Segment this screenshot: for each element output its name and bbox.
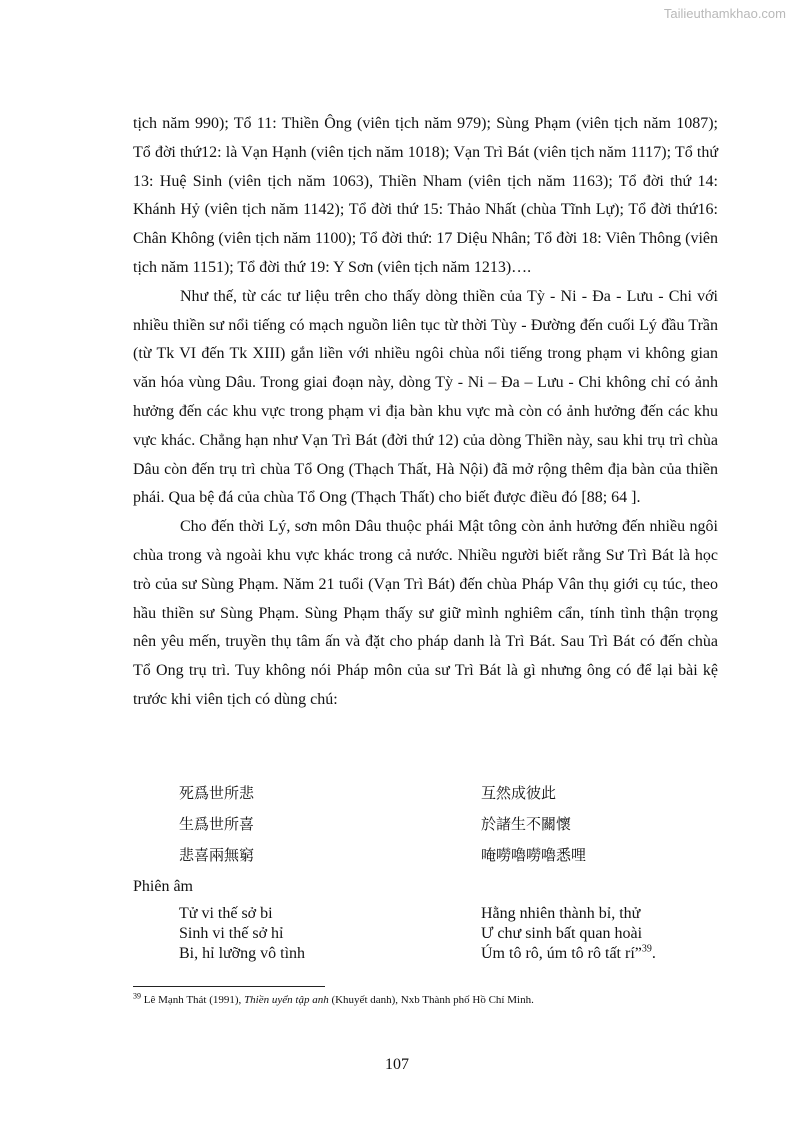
verse-line: Hằng nhiên thành bỉ, thử: [481, 905, 641, 922]
verse-line: Tử vi thế sở bi: [179, 905, 273, 922]
verse-line-text: Úm tô rô, úm tô rô tất rí”: [481, 945, 642, 962]
footnote-divider: [133, 986, 325, 987]
chinese-verse: [179, 778, 639, 871]
verse-row: [179, 809, 639, 840]
verse-line: 死爲世所悲: [179, 784, 255, 802]
verse-row: [179, 924, 679, 944]
phien-am-label: Phiên âm: [133, 878, 193, 895]
footnote-text-before: Lê Mạnh Thát (1991),: [141, 994, 245, 1006]
verse-line: 生爲世所喜: [179, 815, 255, 833]
paragraph-1: tịch năm 990); Tổ 11: Thiền Ông (viên tịch năm 979); Sùng Phạm (viên tịch năm 1087); Tổ đời thứ12: là Vạn Hạnh (viên tịch năm 1018); Vạn Trì Bát (viên tịch năm 1117); Tổ thứ 13: Huệ Sinh (viên tịch năm 1063), Thiền Nham (viên tịch năm 1163); Tổ đời thứ 14: Khánh Hỷ (viên tịch năm 1142); Tổ đời thứ 15: Thảo Nhất (chùa Tĩnh Lự); Tổ đời thứ16: Chân Không (viên tịch năm 1100); Tổ đời thứ: 17 Diệu Nhân; Tổ đời 18: Viên Thông (viên tịch năm 1151); Tổ đời thứ 19: Y Sơn (viên tịch năm 1213)….: [133, 115, 718, 276]
verse-line: Sinh vi thế sở hỉ: [179, 925, 284, 942]
body-text: [133, 110, 718, 715]
verse-line: 於諸生不關懷: [481, 815, 572, 833]
footnote-number: 39: [133, 991, 141, 1001]
footnote-book-title: Thiền uyển tập anh: [244, 994, 329, 1006]
verse-line: 悲喜兩無窮: [179, 846, 255, 864]
watermark: Tailieuthamkhao.com: [663, 6, 786, 21]
verse-row: [179, 904, 679, 924]
verse-row: [179, 778, 639, 809]
page-number: 107: [385, 1056, 409, 1073]
verse-line: 唵嘮嚕嘮嚕悉哩: [481, 846, 587, 864]
verse-line: Bi, hỉ lưỡng vô tình: [179, 945, 306, 962]
verse-line: 互然成彼此: [481, 784, 557, 802]
footnote-text-after: (Khuyết danh), Nxb Thành phố Hồ Chí Minh.: [328, 994, 534, 1006]
verse-trailing-punctuation: .: [651, 945, 656, 962]
verse-line-last: [481, 944, 679, 964]
verse-row: [179, 840, 639, 871]
vietnamese-verse: [179, 904, 679, 964]
footnote: [133, 993, 723, 1007]
verse-line: Ư chư sinh bất quan hoài: [481, 925, 643, 942]
paragraph-3: Cho đến thời Lý, sơn môn Dâu thuộc phái Mật tông còn ảnh hưởng đến nhiều ngôi chùa trong và ngoài khu vực khác trong cả nước. Nhiều người biết rằng Sư Trì Bát là học trò của sư Sùng Phạm. Năm 21 tuổi (Vạn Trì Bát) đến chùa Pháp Vân thụ giới cụ túc, theo hầu thiền sư Sùng Phạm. Sùng Phạm thấy sư giữ mình nghiêm cẩn, tính tình thận trọng nên yêu mến, truyền thụ tâm ấn và đặt cho pháp danh là Trì Bát. Sau Trì Bát có đến chùa Tổ Ong trụ trì. Tuy không nói Pháp môn của sư Trì Bát là gì nhưng ông có để lại bài kệ trước khi viên tịch có dùng chú:: [133, 518, 718, 708]
paragraph-2: Như thế, từ các tư liệu trên cho thấy dòng thiền của Tỳ - Ni - Đa - Lưu - Chi với nhiều thiền sư nổi tiếng có mạch nguồn liên tục từ thời Tùy - Đường đến cuối Lý đầu Trần (từ Tk VI đến Tk XIII) gắn liền với nhiều ngôi chùa nổi tiếng trong phạm vi không gian văn hóa vùng Dâu. Trong giai đoạn này, dòng Tỳ - Ni – Đa – Lưu - Chi không chỉ có ảnh hưởng đến các khu vực trong phạm vi địa bàn khu vực mà còn có ảnh hưởng đến các khu vực khác. Chẳng hạn như Vạn Trì Bát (đời thứ 12) của dòng Thiền này, sau khi trụ trì chùa Dâu còn đến trụ trì chùa Tổ Ong (Thạch Thất, Hà Nội) đã mở rộng thêm địa bàn của thiền phái. Qua bệ đá của chùa Tổ Ong (Thạch Thất) cho biết được điều đó [88; 64 ].: [133, 287, 718, 507]
verse-row: [179, 944, 679, 964]
footnote-reference[interactable]: 39: [641, 943, 652, 955]
